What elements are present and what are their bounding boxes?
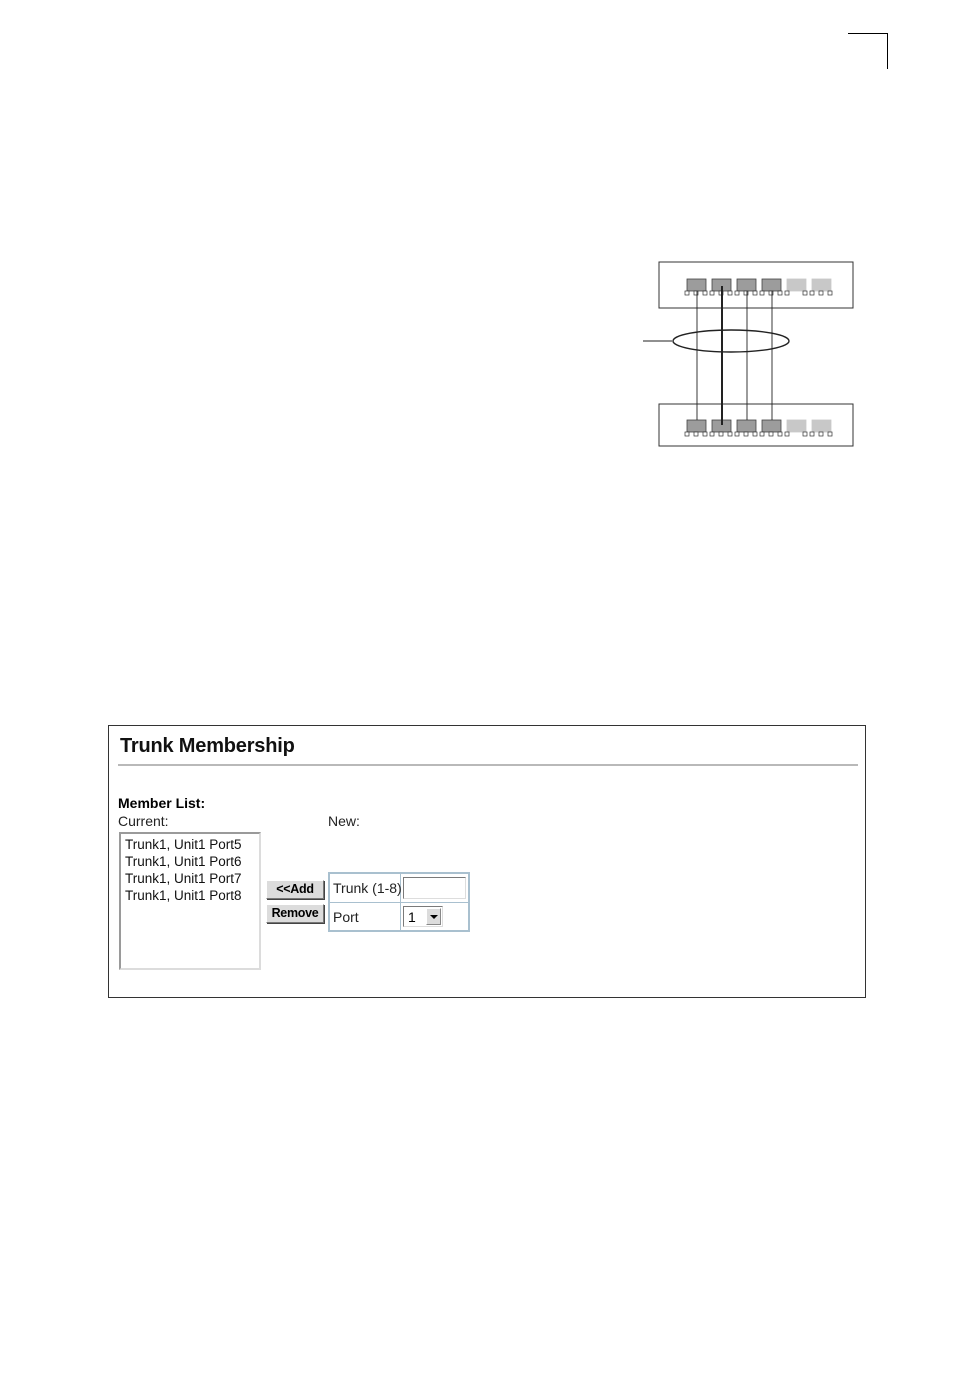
list-item[interactable]: Trunk1, Unit1 Port6 [125, 854, 242, 869]
page-title: Trunk Membership [120, 735, 295, 757]
trunk-link-diagram [640, 258, 860, 453]
trunk-input[interactable] [403, 877, 466, 899]
remove-button[interactable]: Remove [266, 904, 324, 923]
new-member-form [328, 872, 470, 932]
corner-line-horizontal [848, 33, 888, 34]
trunk-row [330, 874, 468, 903]
member-list-heading: Member List: [118, 795, 206, 811]
chevron-down-icon[interactable] [426, 908, 441, 925]
trunk-membership-panel [108, 725, 866, 998]
current-label: Current: [118, 813, 169, 829]
port-label: Port [333, 909, 359, 925]
new-label: New: [328, 813, 360, 829]
add-button[interactable]: <<Add [266, 880, 324, 899]
port-row [330, 903, 468, 931]
list-item[interactable]: Trunk1, Unit1 Port8 [125, 888, 242, 903]
port-selected-value: 1 [408, 909, 416, 925]
title-divider [118, 764, 858, 766]
trunk-label: Trunk (1-8) [333, 880, 402, 896]
list-item[interactable]: Trunk1, Unit1 Port7 [125, 871, 242, 886]
current-members-listbox[interactable] [119, 832, 261, 970]
page-corner-mark [848, 33, 888, 69]
list-item[interactable]: Trunk1, Unit1 Port5 [125, 837, 242, 852]
corner-line-vertical [887, 33, 888, 69]
port-select[interactable] [403, 906, 443, 927]
